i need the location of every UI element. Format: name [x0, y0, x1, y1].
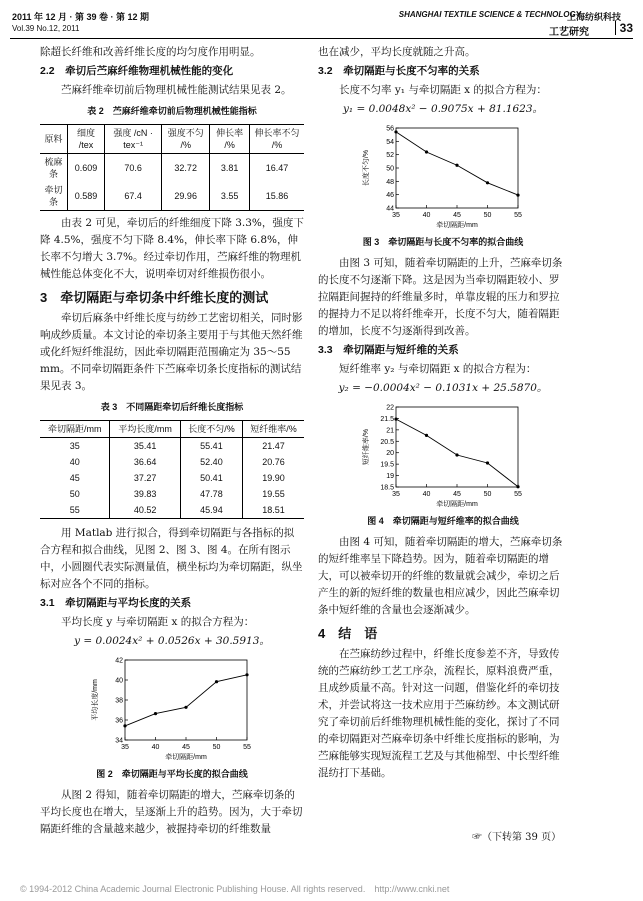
y-tick-label: 42	[115, 657, 123, 665]
paragraph: 苎麻纤维牵切前后物理机械性能测试结果见表 2。	[61, 84, 292, 96]
figure-caption: 图 2 牵切隔距与平均长度的拟合曲线	[96, 769, 248, 779]
figure-caption: 图 3 牵切隔距与长度不匀率的拟合曲线	[362, 237, 524, 247]
table-cell: 3.55	[210, 182, 250, 211]
page-number: 33	[615, 21, 633, 35]
data-point	[455, 164, 458, 167]
paragraph: 除超长纤维和改善纤维长度的均匀度作用明显。	[40, 46, 261, 58]
table-cell: 20.76	[242, 454, 304, 470]
data-point	[215, 680, 218, 683]
x-tick-label: 50	[483, 491, 492, 498]
table-cell: 0.609	[67, 154, 104, 183]
x-tick-label: 55	[514, 212, 522, 219]
table-cell: 18.51	[242, 502, 304, 519]
table-cell: 3.81	[210, 154, 250, 183]
table-cell: 梳麻条	[44, 157, 63, 179]
y-tick-label: 52	[386, 152, 394, 160]
page-header	[10, 6, 633, 36]
equation: y = 0.0024x² + 0.0526x + 30.5913。	[74, 635, 270, 647]
x-tick-label: 45	[182, 744, 190, 751]
figure-caption: 图 4 牵切隔距与短纤维率的拟合曲线	[367, 516, 519, 526]
table-cell: 50.41	[180, 470, 242, 486]
section-name: 工艺研究	[549, 27, 589, 38]
data-point	[123, 724, 126, 727]
y-axis-label: 短纤维率/%	[363, 428, 370, 466]
table-row	[40, 454, 304, 470]
y-tick-label: 21.5	[380, 415, 394, 423]
y-tick-label: 21	[386, 427, 394, 435]
section-heading: 4 结 语	[318, 626, 378, 641]
data-point	[245, 673, 248, 676]
x-axis-label: 牵切隔距/mm	[436, 501, 478, 508]
table-3	[40, 420, 304, 519]
page-footer: © 1994-2012 China Academic Journal Electronic Publishing House. All rights reserved. http://www.cnki.net	[20, 884, 450, 894]
y-tick-label: 48	[386, 178, 394, 186]
journal-name-cn: 上海纺织科技	[566, 12, 621, 22]
y-tick-label: 46	[386, 192, 394, 200]
fit-line	[125, 675, 247, 726]
paragraph: 牵切后麻条中纤维长度与纺纱工艺密切相关，同时影响成纱质量。本文讨论的牵切条主要用于与其他天然纤维或化纤短纤维混纺，因此牵切隔距范围确定为 35～55 mm。不同牵切隔距条件下苎麻牵切条长度指标的测试结果见表 3。	[40, 312, 303, 392]
table-cell: 70.6	[105, 154, 162, 183]
table-cell: 19.90	[242, 470, 304, 486]
y-tick-label: 56	[386, 125, 394, 133]
data-point	[394, 418, 397, 421]
table-row	[40, 154, 304, 183]
paragraph: 短纤维率 y₂ 与牵切隔距 x 的拟合方程为：	[339, 363, 537, 375]
data-point	[516, 485, 519, 488]
y-tick-label: 19.5	[380, 461, 394, 469]
table-cell: 37.27	[110, 470, 181, 486]
table-cell: 52.40	[180, 454, 242, 470]
x-tick-label: 50	[212, 744, 221, 751]
x-tick-label: 50	[483, 212, 492, 219]
table-row	[40, 502, 304, 519]
table-cell: 40.52	[110, 502, 181, 519]
x-tick-label: 35	[121, 744, 129, 751]
table-cell: 29.96	[162, 182, 210, 211]
table-cell: 35.41	[110, 438, 181, 455]
y-tick-label: 38	[115, 697, 123, 705]
table-header-cell: 强度 /cN · tex⁻¹	[105, 125, 162, 154]
y-tick-label: 44	[386, 205, 394, 213]
table-header-cell: 平均长度/mm	[110, 421, 181, 438]
equation: y₁ = 0.0048x² − 0.9075x + 81.1623。	[342, 103, 543, 115]
section-heading: 3.1 牵切隔距与平均长度的关系	[40, 597, 192, 609]
y-tick-label: 34	[115, 737, 123, 745]
x-tick-label: 35	[392, 491, 400, 498]
table-cell: 47.78	[180, 486, 242, 502]
paragraph: 由表 2 可见，牵切后的纤维细度下降 3.3%，强度下降 4.5%，强度不匀下降 8.4%，伸长率下降 6.8%，伸长率不匀增大 3.7%。经过牵切作用，苎麻纤维的物理机械性能总体变化不大，说明牵切对纤维损伤很小。	[40, 217, 304, 280]
x-tick-label: 55	[243, 744, 251, 751]
paragraph: 由图 4 可知，随着牵切隔距的增大，苎麻牵切条的短纤维率呈下降趋势。因为，随着牵切隔距的增大，可以被牵切开的纤维的数量就会减少，牵切之后产生的新的短纤维的数量也相应减少，因此苎麻牵切条中短纤维的含量也会逐渐减少。	[318, 536, 563, 616]
x-tick-label: 40	[151, 744, 160, 751]
section-heading: 3.2 牵切隔距与长度不匀率的关系	[318, 65, 480, 77]
paragraph: 在苎麻纺纱过程中，纤维长度参差不齐，导致传统的苎麻纺纱工艺工序杂，流程长，原料浪费严重，且成纱质量不高。针对这一问题，借鉴化纤的牵切技术，并尝试将这一技术应用于苎麻纺纱。本文测试研究了牵切前后纤维物理机械性能的变化，探讨了不同的牵切隔距对苎麻牵切条中纤维长度指标的影响，为苎麻能够实现短流程工艺及与其他棉型、中长型纤维混纺打下基础。	[318, 648, 560, 779]
y-tick-label: 18.5	[380, 484, 394, 492]
y-tick-label: 20	[386, 450, 394, 458]
section-heading: 2.2 牵切后苎麻纤维物理机械性能的变化	[40, 65, 234, 77]
y-tick-label: 50	[386, 165, 394, 173]
x-tick-label: 55	[514, 491, 522, 498]
table-cell: 55	[40, 502, 110, 519]
x-tick-label: 40	[422, 212, 431, 219]
x-axis-label: 牵切隔距/mm	[436, 222, 478, 229]
header-rule	[10, 38, 633, 39]
data-point	[455, 453, 458, 456]
table-cell: 19.55	[242, 486, 304, 502]
table-cell: 40	[69, 457, 80, 467]
x-axis-label: 牵切隔距/mm	[165, 754, 207, 761]
issue-info: 2011 年 12 月 · 第 39 卷 · 第 12 期	[12, 12, 150, 22]
table-header-cell: 伸长率 /%	[210, 125, 250, 154]
table-cell: 16.47	[250, 154, 304, 183]
section-heading: 3.3 牵切隔距与短纤维的关系	[318, 344, 459, 356]
table-caption: 表 2 苎麻纤维牵切前后物理机械性能指标	[87, 106, 257, 116]
paragraph: 长度不匀率 y₁ 与牵切隔距 x 的拟合方程为：	[339, 84, 547, 96]
fit-line	[396, 132, 518, 195]
data-point	[425, 150, 428, 153]
y-tick-label: 19	[386, 473, 394, 481]
table-cell: 牵切条	[40, 182, 67, 211]
data-point	[486, 181, 489, 184]
table-cell: 45	[69, 473, 80, 483]
table-cell: 67.4	[105, 182, 162, 211]
table-cell: 0.589	[67, 182, 104, 211]
y-tick-label: 40	[115, 677, 123, 685]
table-cell: 36.64	[110, 454, 181, 470]
table-cell: 55.41	[180, 438, 242, 455]
paragraph: 平均长度 y 与牵切隔距 x 的拟合方程为：	[61, 616, 255, 628]
y-axis-label: 平均长度/mm	[92, 679, 99, 721]
y-axis-label: 长度不匀/%	[363, 149, 370, 187]
table-header-cell: 长度不匀/%	[180, 421, 242, 438]
plot-frame	[396, 407, 518, 487]
data-point	[154, 712, 157, 715]
figure-4-chart	[358, 399, 528, 509]
paragraph: 也在减少，平均长度就随之升高。	[318, 46, 476, 58]
table-header-cell: 细度 /tex	[67, 125, 104, 154]
figure-3-chart	[358, 120, 528, 230]
paragraph: 从图 2 得知，随着牵切隔距的增大，苎麻牵切条的平均长度也在增大，呈逐渐上升的趋势。因为，大于牵切隔距纤维的含量越来越少，被握持牵切的纤维数量	[40, 789, 303, 835]
plot-frame	[396, 128, 518, 208]
table-cell: 35	[69, 441, 80, 451]
table-cell: 45.94	[180, 502, 242, 519]
table-header-cell: 强度不匀 /%	[162, 125, 210, 154]
data-point	[184, 706, 187, 709]
y-tick-label: 20.5	[380, 438, 394, 446]
fit-line	[396, 419, 518, 487]
table-header-cell: 原料	[40, 125, 67, 154]
table-row	[40, 470, 304, 486]
data-point	[486, 461, 489, 464]
table-cell: 39.83	[110, 486, 181, 502]
table-cell: 50	[69, 489, 80, 499]
figure-2-chart	[87, 652, 257, 762]
x-tick-label: 35	[392, 212, 400, 219]
x-tick-label: 40	[422, 491, 431, 498]
table-cell: 21.47	[242, 438, 304, 455]
right-column	[318, 44, 568, 782]
journal-name-en: SHANGHAI TEXTILE SCIENCE & TECHNOLOGY	[398, 10, 581, 19]
paragraph: 用 Matlab 进行拟合，得到牵切隔距与各指标的拟合方程和拟合曲线，见图 2、图 3、图 4。在所有图示中，小圆圈代表实际测量值，横坐标均为牵切隔距，纵坐标对应各个不同的指标。	[40, 527, 303, 590]
table-cell: 15.86	[250, 182, 304, 211]
section-heading: 3 牵切隔距与牵切条中纤维长度的测试	[40, 290, 269, 305]
table-cell: 32.72	[162, 154, 210, 183]
x-tick-label: 45	[453, 491, 461, 498]
data-point	[394, 130, 397, 133]
volume-info: Vol.39 No.12, 2011	[12, 24, 80, 33]
y-tick-label: 54	[386, 138, 394, 146]
y-tick-label: 36	[115, 717, 123, 725]
table-row	[40, 438, 304, 455]
y-tick-label: 22	[386, 404, 394, 412]
table-header-cell: 伸长率不匀 /%	[250, 125, 304, 154]
paragraph: 由图 3 可知，随着牵切隔距的上升，苎麻牵切条的长度不匀逐渐下降。这是因为当牵切隔距较小、罗拉隔距间握持的纤维量多时，单靠皮辊的压力和罗拉的握持力不足以将纤维牵开，长度不匀大，随着隔距的增加，长度不匀逐渐得到改善。	[318, 257, 563, 337]
left-column	[40, 44, 304, 838]
table-caption: 表 3 不同隔距牵切后纤维长度指标	[100, 402, 244, 412]
table-header-cell: 短纤维率/%	[242, 421, 304, 438]
continued-note: ☞（下转第 39 页）	[472, 832, 562, 843]
table-row	[40, 182, 304, 211]
data-point	[516, 193, 519, 196]
x-tick-label: 45	[453, 212, 461, 219]
table-2	[40, 124, 304, 211]
table-header-cell: 牵切隔距/mm	[40, 421, 110, 438]
table-row	[40, 486, 304, 502]
equation: y₂ = −0.0004x² − 0.1031x + 25.5870。	[338, 382, 548, 394]
data-point	[425, 434, 428, 437]
plot-frame	[125, 660, 247, 740]
